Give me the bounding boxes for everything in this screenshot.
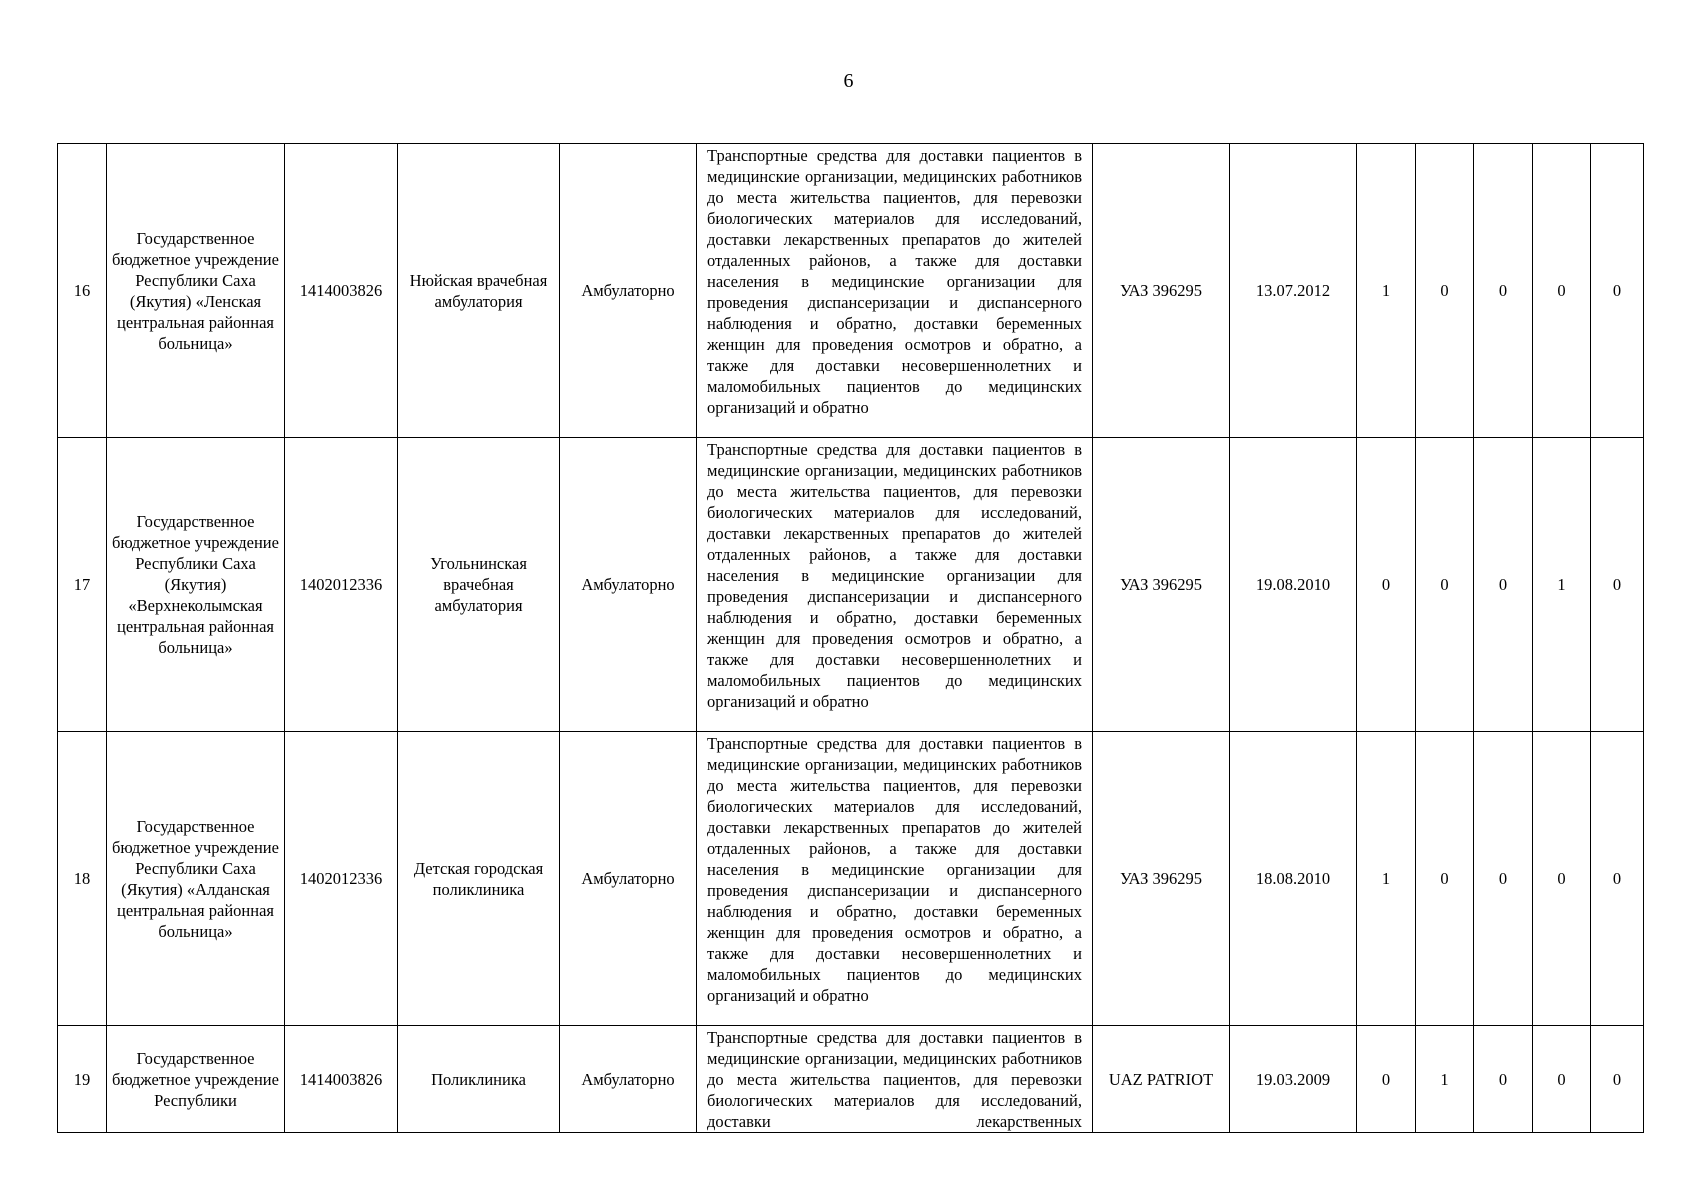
care-type: Амбулаторно xyxy=(560,438,697,732)
count-cell: 0 xyxy=(1591,732,1644,1026)
count-cell: 0 xyxy=(1533,732,1591,1026)
count-cell: 0 xyxy=(1591,438,1644,732)
subdivision-name: Нюйская врачебная амбулатория xyxy=(398,144,560,438)
row-number: 18 xyxy=(58,732,107,1026)
count-cell: 0 xyxy=(1416,732,1474,1026)
vehicle-model: УАЗ 396295 xyxy=(1093,438,1230,732)
count-cell: 0 xyxy=(1591,144,1644,438)
vehicle-date: 19.03.2009 xyxy=(1230,1026,1357,1133)
vehicle-date: 19.08.2010 xyxy=(1230,438,1357,732)
organization-name: Государственное бюджетное учреждение Республики Саха (Якутия) «Ленская центральная районная больница» xyxy=(107,144,285,438)
table-row xyxy=(58,732,1644,1026)
page-number: 6 xyxy=(843,70,854,92)
inn-code: 1414003826 xyxy=(285,144,398,438)
inn-code: 1402012336 xyxy=(285,732,398,1026)
vehicle-model: УАЗ 396295 xyxy=(1093,732,1230,1026)
count-cell: 0 xyxy=(1591,1026,1644,1133)
subdivision-name: Угольнинская врачебная амбулатория xyxy=(398,438,560,732)
vehicle-purpose: Транспортные средства для доставки пациентов в медицинские организации, медицинских работников до места жительства пациентов, для перевозки биологических материалов для исследований, доставки лекарственных xyxy=(697,1026,1093,1133)
care-type: Амбулаторно xyxy=(560,144,697,438)
inn-code: 1402012336 xyxy=(285,438,398,732)
vehicle-model: UAZ PATRIOT xyxy=(1093,1026,1230,1133)
care-type: Амбулаторно xyxy=(560,732,697,1026)
count-cell: 1 xyxy=(1533,438,1591,732)
count-cell: 0 xyxy=(1533,1026,1591,1133)
vehicle-table xyxy=(57,143,1644,1133)
vehicle-date: 18.08.2010 xyxy=(1230,732,1357,1026)
organization-name: Государственное бюджетное учреждение Республики xyxy=(107,1026,285,1133)
table-row xyxy=(58,438,1644,732)
vehicle-purpose: Транспортные средства для доставки пациентов в медицинские организации, медицинских работников до места жительства пациентов, для перевозки биологических материалов для исследований, доставки лекарственных препаратов до жителей отдаленных районов, а также для доставки населения в медицинские организации для проведения диспансеризации и диспансерного наблюдения и обратно, доставки беременных женщин для проведения осмотров и обратно, а также для доставки несовершеннолетних и маломобильных пациентов до медицинских организаций и обратно xyxy=(697,144,1093,438)
table-row xyxy=(58,144,1644,438)
vehicle-purpose: Транспортные средства для доставки пациентов в медицинские организации, медицинских работников до места жительства пациентов, для перевозки биологических материалов для исследований, доставки лекарственных препаратов до жителей отдаленных районов, а также для доставки населения в медицинские организации для проведения диспансеризации и диспансерного наблюдения и обратно, доставки беременных женщин для проведения осмотров и обратно, а также для доставки несовершеннолетних и маломобильных пациентов до медицинских организаций и обратно xyxy=(697,438,1093,732)
count-cell: 0 xyxy=(1416,438,1474,732)
subdivision-name: Поликлиника xyxy=(398,1026,560,1133)
count-cell: 0 xyxy=(1474,144,1533,438)
row-number: 17 xyxy=(58,438,107,732)
count-cell: 1 xyxy=(1357,144,1416,438)
count-cell: 0 xyxy=(1357,438,1416,732)
inn-code: 1414003826 xyxy=(285,1026,398,1133)
count-cell: 0 xyxy=(1474,732,1533,1026)
subdivision-name: Детская городская поликлиника xyxy=(398,732,560,1026)
count-cell: 0 xyxy=(1416,144,1474,438)
organization-name: Государственное бюджетное учреждение Республики Саха (Якутия) «Верхнеколымская центральная районная больница» xyxy=(107,438,285,732)
count-cell: 0 xyxy=(1533,144,1591,438)
vehicle-model: УАЗ 396295 xyxy=(1093,144,1230,438)
count-cell: 1 xyxy=(1357,732,1416,1026)
vehicle-purpose: Транспортные средства для доставки пациентов в медицинские организации, медицинских работников до места жительства пациентов, для перевозки биологических материалов для исследований, доставки лекарственных препаратов до жителей отдаленных районов, а также для доставки населения в медицинские организации для проведения диспансеризации и диспансерного наблюдения и обратно, доставки беременных женщин для проведения осмотров и обратно, а также для доставки несовершеннолетних и маломобильных пациентов до медицинских организаций и обратно xyxy=(697,732,1093,1026)
care-type: Амбулаторно xyxy=(560,1026,697,1133)
count-cell: 0 xyxy=(1357,1026,1416,1133)
count-cell: 0 xyxy=(1474,438,1533,732)
count-cell: 1 xyxy=(1416,1026,1474,1133)
table-row xyxy=(58,1026,1644,1133)
count-cell: 0 xyxy=(1474,1026,1533,1133)
row-number: 16 xyxy=(58,144,107,438)
vehicle-date: 13.07.2012 xyxy=(1230,144,1357,438)
organization-name: Государственное бюджетное учреждение Республики Саха (Якутия) «Алданская центральная районная больница» xyxy=(107,732,285,1026)
row-number: 19 xyxy=(58,1026,107,1133)
